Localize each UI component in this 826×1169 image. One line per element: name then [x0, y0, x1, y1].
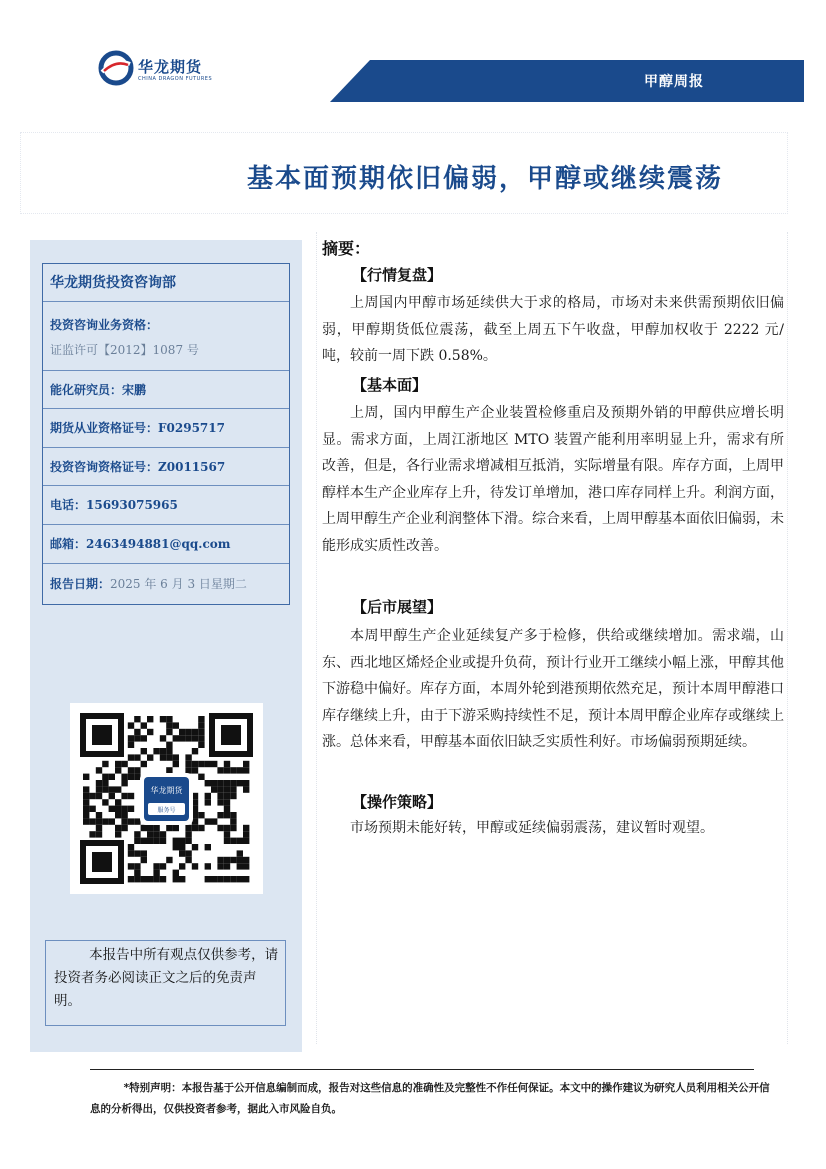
- qr-code-icon: [70, 703, 263, 894]
- email: 邮箱：2463494881@qq.com: [43, 525, 289, 564]
- section-text-outlook: 本周甲醇生产企业延续复产多于检修，供给或继续增加。需求端，山东、西北地区烯烃企业或提升负荷，预计行业开工继续小幅上涨，甲醇其他下游稳中偏好。库存方面，本周外轮到港预期依然充足，预计本周甲醇港口库存继续上升，由于下游采购持续性不足，预计本周甲醇企业库存或继续上涨。总体来看，甲醇基本面依旧缺乏实质性利好。市场偏弱预期延续。: [322, 628, 784, 750]
- qr-badge-subtext: 服务号: [157, 807, 176, 814]
- logo-mark-icon: [98, 50, 134, 86]
- footer-divider: [90, 1069, 754, 1070]
- report-type-label: 甲醇周报: [644, 74, 704, 90]
- section-text-review: 上周国内甲醇市场延续供大于求的格局，市场对未来供需预期依旧偏弱，甲醇期货低位震荡，截至上周五下午收盘，甲醇加权收于 2222 元/吨，较前一周下跌 0.58%。: [322, 295, 784, 364]
- report-date: [43, 564, 289, 604]
- section-title-strategy: 【操作策略】: [352, 793, 443, 811]
- section-text-fundamentals: 上周，国内甲醇生产企业装置检修重启及预期外销的甲醇供应增长明显。需求方面，上周江浙地区 MTO 装置产能利用率明显上升，需求有所改善，但是，各行业需求增减相互抵消，实际增量有限。库存方面，上周甲醇样本生产企业库存上升，待发订单增加，港口库存同样上升。利润方面，上周甲醇生产企业利润整体下滑。综合来看，上周甲醇基本面依旧偏弱，未能形成实质性改善。: [322, 405, 784, 554]
- dept-name: 华龙期货投资咨询部: [43, 264, 289, 302]
- report-date-value: 2025 年 6 月 3 日星期二: [110, 577, 247, 591]
- phone: 电话：15693075965: [43, 486, 289, 525]
- analyst-info-box: [42, 263, 290, 605]
- footer-notice: *特别声明：本报告基于公开信息编制而成，报告对这些信息的准确性及完整性不作任何保证。本文中的操作建议为研究人员利用相关公开信息的分析得出，仅供投资者参考，据此入市风险自负。: [90, 1082, 770, 1115]
- section-title-fundamentals: 【基本面】: [352, 376, 428, 394]
- qualification-value: 证监许可【2012】1087 号: [50, 343, 199, 357]
- section-title-outlook: 【后市展望】: [352, 598, 443, 616]
- futures-cert: 期货从业资格证号：F0295717: [43, 409, 289, 448]
- sidebar-disclaimer-text: 本报告中所有观点仅供参考，请投资者务必阅读正文之后的免责声明。: [54, 947, 279, 1009]
- advisory-cert: 投资咨询资格证号：Z0011567: [43, 448, 289, 486]
- section-text-strategy: 市场预期未能好转，甲醇或延续偏弱震荡，建议暂时观望。: [350, 820, 714, 836]
- qr-badge-text: 华龙期货: [150, 786, 183, 795]
- qualification-label: 投资咨询业务资格：: [50, 318, 159, 332]
- qr-code: [70, 703, 263, 894]
- qualification-block: [43, 302, 289, 371]
- report-type-banner: [330, 60, 804, 102]
- summary-label: 摘要：: [322, 239, 371, 258]
- page-title: 基本面预期依旧偏弱，甲醇或继续震荡: [246, 164, 723, 194]
- analyst-name: 能化研究员：宋鹏: [43, 371, 289, 409]
- section-title-review: 【行情复盘】: [352, 266, 443, 284]
- sidebar-disclaimer: [45, 940, 286, 1026]
- logo-text-en: CHINA DRAGON FUTURES: [138, 76, 213, 82]
- company-logo: [98, 50, 228, 90]
- report-date-label: 报告日期：: [50, 577, 111, 591]
- logo-text-cn: 华龙期货: [138, 58, 203, 76]
